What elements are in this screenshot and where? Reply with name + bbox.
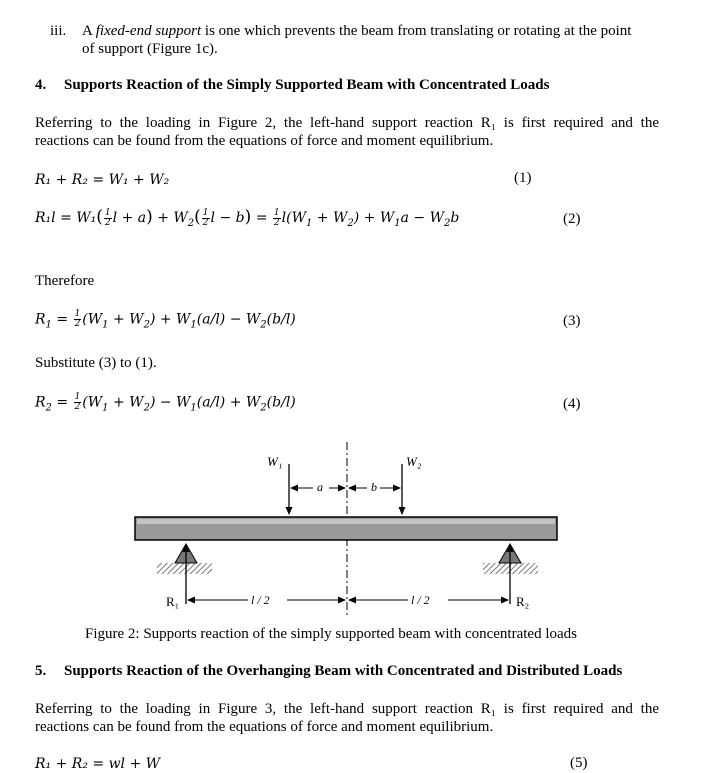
equation-2: R₁l = W₁( $\frac{1}{2}$ $l + a) + W_2$( $\frac{1}{2}$ l − b) = $\frac{1}{2}$ $l(W_1 + W_2) + W_1a - W_2b$: [35, 207, 460, 229]
section4-paragraph-line2: reactions can be found from the equations of force and moment equilibrium.: [35, 133, 494, 149]
equation-2-number: (2): [563, 211, 581, 227]
equation-4-number: (4): [563, 396, 581, 412]
label-r1: R₁: [166, 594, 180, 609]
label-b: b: [371, 480, 377, 494]
section4-number: 4.: [35, 77, 47, 93]
equation-4: $R_2$ = $\frac{1}{2}$ $(W_1 + W_2) - W_1(a/l) + W_2(b/l)$: [35, 392, 296, 414]
figure-2-caption: Figure 2: Supports reaction of the simply supported beam with concentrated loads: [85, 626, 577, 642]
substitute-text: Substitute (3) to (1).: [35, 355, 157, 371]
section5-paragraph-line2: reactions can be found from the equations of force and moment equilibrium.: [35, 719, 494, 735]
beam-highlight: [137, 519, 555, 524]
equation-1-number: (1): [514, 170, 532, 186]
section5-title: Supports Reaction of the Overhanging Beam with Concentrated and Distributed Loads: [64, 663, 623, 679]
list-item-line1: A fixed-end support is one which prevents the beam from translating or rotating at the point: [82, 23, 632, 39]
equation-5: R₁ + R₂ = wl + W: [35, 756, 161, 772]
equation-5-number: (5): [570, 755, 588, 771]
label-a: a: [317, 480, 323, 494]
section5-number: 5.: [35, 663, 47, 679]
section4-title: Supports Reaction of the Simply Supported Beam with Concentrated Loads: [64, 77, 550, 93]
section4-paragraph-line1: Referring to the loading in Figure 2, the left-hand support reaction R₁ is first required and the: [35, 115, 659, 131]
label-half-l-right: l / 2: [411, 593, 430, 607]
label-half-l-left: l / 2: [251, 593, 270, 607]
list-item-line2: of support (Figure 1c).: [82, 41, 218, 57]
label-w2: W₂: [406, 454, 422, 469]
list-marker: iii.: [50, 23, 67, 39]
list-item-term: fixed-end support: [95, 23, 202, 39]
equation-3-number: (3): [563, 313, 581, 329]
section5-paragraph-line1: Referring to the loading in Figure 3, the left-hand support reaction R₁ is first required and the: [35, 701, 659, 717]
equation-1: R₁ + R₂ = W₁ + W₂: [35, 172, 170, 188]
therefore-text: Therefore: [35, 273, 95, 289]
equation-3: $R_1$ = $\frac{1}{2}$ $(W_1 + W_2) + W_1(a/l) - W_2(b/l)$: [35, 309, 296, 331]
left-support-ground: [157, 563, 212, 574]
label-w1: W₁: [267, 454, 283, 469]
label-r2: R₂: [516, 594, 530, 609]
